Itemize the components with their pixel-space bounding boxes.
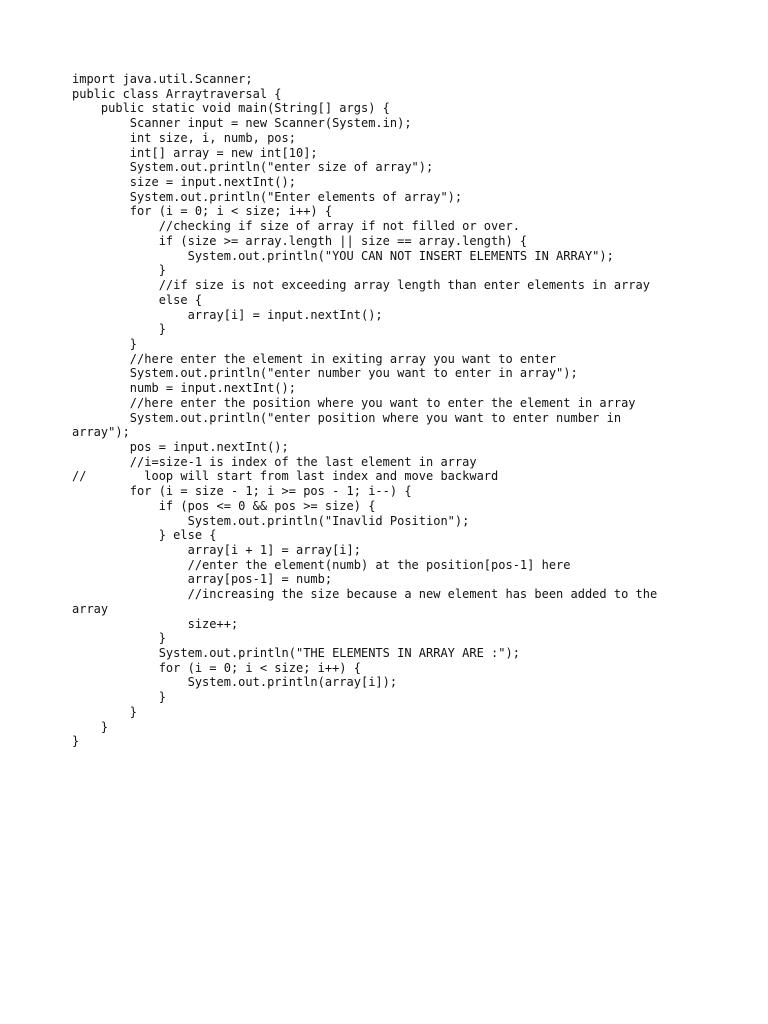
code-line: } [72, 719, 109, 734]
code-line: //here enter the element in exiting array you want to enter [72, 351, 557, 366]
code-line: import java.util.Scanner; [72, 72, 253, 86]
code-line: array[i + 1] = array[i]; [72, 543, 361, 557]
code-line: } [72, 704, 138, 719]
code-line: public static void main(String[] args) { [72, 101, 390, 116]
code-line: int[] array = new int[10]; [72, 145, 318, 160]
code-line: System.out.println("enter number you want to enter in array"); [72, 366, 578, 381]
code-line: //checking if size of array if not filled or over. [72, 219, 520, 234]
code-line: array[i] = input.nextInt(); [72, 307, 383, 322]
code-line: System.out.println("YOU CAN NOT INSERT ELEMENTS IN ARRAY"); [72, 248, 614, 263]
code-line: numb = input.nextInt(); [72, 381, 296, 396]
code-line: array"); [72, 425, 130, 440]
code-line: if (pos <= 0 && pos >= size) { [72, 498, 376, 513]
code-line: size = input.nextInt(); [72, 175, 296, 190]
code-line: } [72, 734, 80, 749]
code-line: for (i = 0; i < size; i++) { [72, 204, 333, 219]
code-line: } [72, 631, 166, 646]
code-line: } [72, 322, 166, 337]
code-line: System.out.println("enter position where you want to enter number in [72, 410, 622, 425]
code-line: } [72, 690, 166, 705]
code-block [72, 72, 657, 749]
code-line: array [72, 601, 109, 616]
code-line: // loop will start from last index and move backward [72, 469, 499, 484]
code-line: } [72, 336, 138, 351]
code-line: pos = input.nextInt(); [72, 439, 289, 454]
code-line: System.out.println("Enter elements of array"); [72, 189, 463, 204]
code-line: if (size >= array.length || size == array.length) { [72, 233, 528, 248]
code-line: for (i = size - 1; i >= pos - 1; i--) { [72, 484, 412, 499]
code-line: size++; [72, 616, 239, 631]
code-line: int size, i, numb, pos; [72, 130, 296, 145]
code-line: //if size is not exceeding array length than enter elements in array [72, 278, 650, 293]
code-line: //increasing the size because a new element has been added to the [72, 587, 658, 602]
code-line: Scanner input = new Scanner(System.in); [72, 116, 412, 131]
code-line: } else { [72, 528, 217, 543]
code-line: System.out.println(array[i]); [72, 675, 398, 690]
code-line: for (i = 0; i < size; i++) { [72, 660, 361, 675]
code-line: public class Arraytraversal { [72, 86, 282, 101]
code-line: System.out.println("Inavlid Position"); [72, 513, 470, 528]
code-line: //enter the element(numb) at the position[pos-1] here [72, 557, 571, 572]
code-line: System.out.println("enter size of array"); [72, 160, 434, 175]
code-line: array[pos-1] = numb; [72, 572, 333, 587]
code-line: //i=size-1 is index of the last element in array [72, 454, 477, 469]
code-line: else { [72, 292, 203, 307]
code-line: System.out.println("THE ELEMENTS IN ARRAY ARE :"); [72, 646, 520, 661]
code-line: //here enter the position where you want to enter the element in array [72, 395, 636, 410]
code-line: } [72, 263, 166, 278]
